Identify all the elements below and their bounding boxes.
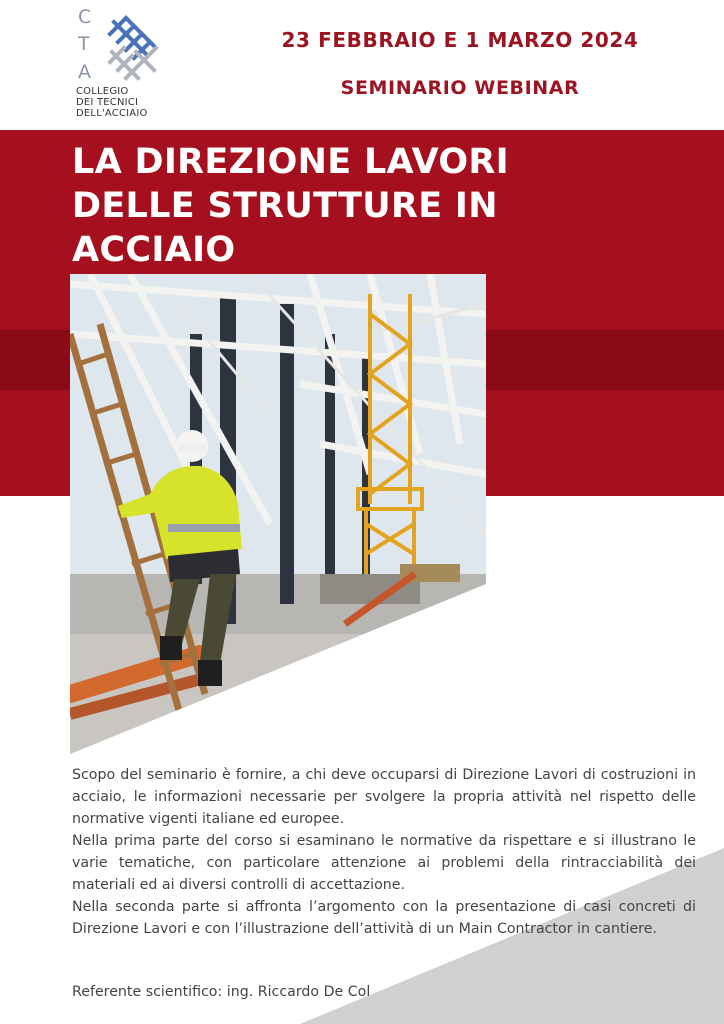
- event-date: 23 FEBBRAIO E 1 MARZO 2024: [281, 28, 639, 52]
- logo-letter-a: A: [78, 61, 91, 83]
- description-paragraph-1: Scopo del seminario è fornire, a chi deve occuparsi di Direzione Lavori di costruzioni in acciaio, le informazioni necessarie per svolgere la propria attività nel rispetto delle normative vigenti italiane ed europee.: [72, 767, 696, 827]
- logo-caption: [76, 86, 148, 119]
- scientific-referent: Referente scientifico: ing. Riccardo De Col: [72, 984, 371, 1000]
- page-title: [72, 140, 672, 272]
- logo-letter-c: C: [78, 6, 92, 28]
- logo-caption-line-2: DEI TECNICI: [76, 97, 139, 108]
- title-line-3: ACCIAIO: [72, 230, 236, 270]
- logo-caption-line-3: DELL'ACCIAIO: [76, 108, 148, 119]
- logo-steel-grid-icon: [96, 12, 168, 84]
- description-paragraph-3: Nella seconda parte si affronta l’argomento con la presentazione di casi concreti di Direzione Lavori e con l’illustrazione dell’attività di un Main Contractor in cantiere.: [72, 899, 696, 937]
- logo-letter-t: T: [78, 33, 90, 55]
- construction-site-photo: [70, 274, 486, 754]
- seminar-description: [72, 764, 696, 940]
- description-paragraph-2: Nella prima parte del corso si esaminano le normative da rispettare e si illustrano le varie tematiche, con particolare attenzione ai problemi della rintracciabilità dei materiali ed ai diversi controlli di accettazione.: [72, 833, 696, 893]
- title-line-2: DELLE STRUTTURE IN: [72, 186, 498, 226]
- logo-caption-line-1: COLLEGIO: [76, 86, 129, 97]
- title-line-1: LA DIREZIONE LAVORI: [72, 142, 509, 182]
- event-subtitle: SEMINARIO WEBINAR: [340, 77, 580, 99]
- cta-logo: [74, 6, 174, 122]
